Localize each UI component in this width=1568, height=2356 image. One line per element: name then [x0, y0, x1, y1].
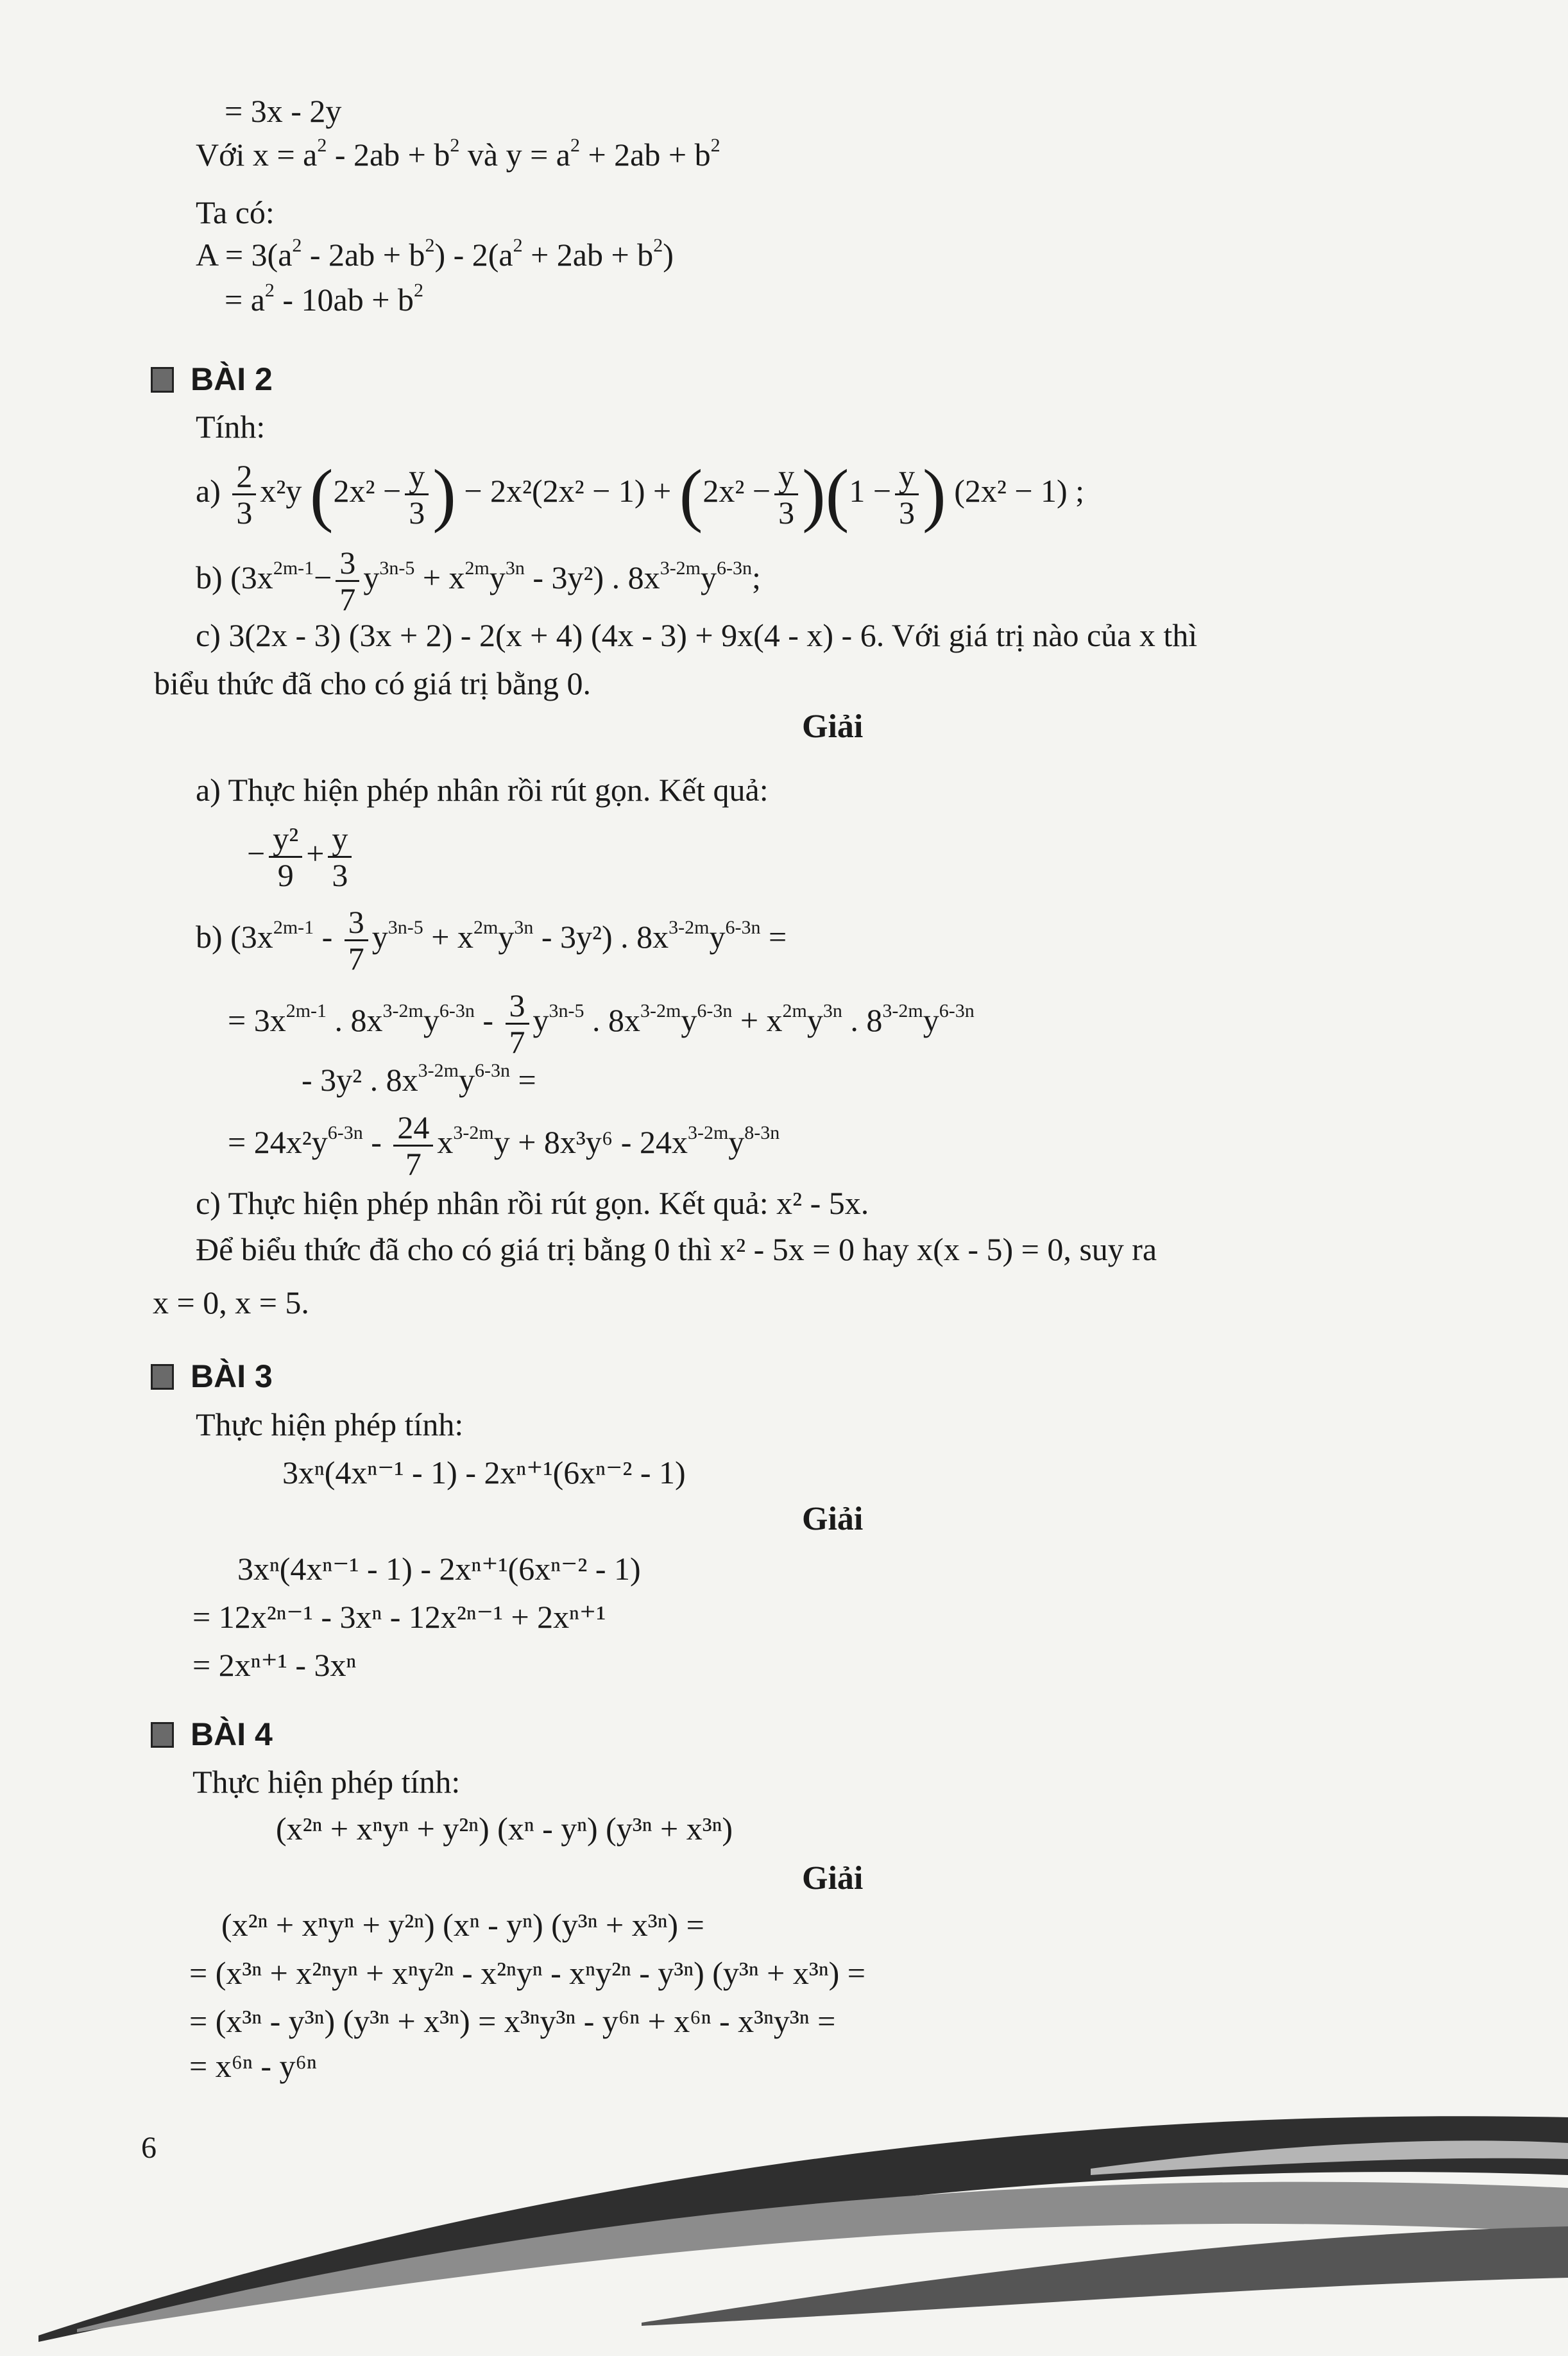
- top-line-3: Ta có:: [196, 194, 275, 230]
- bai-3-heading: BÀI 3: [151, 1354, 273, 1399]
- bai-2-part-a: a) $\frac{2}{3}$ x²y (2x² − $\frac{y}{3}$ ) − 2x²(2x² − 1) + (2x² − $\frac{y}{3}$ )(1 − $\frac{y}{3}$ ) (2x² − 1) ;: [196, 455, 1085, 534]
- bai-3-solution-line-1: 3xⁿ(4xⁿ⁻¹ - 1) - 2xⁿ⁺¹(6xⁿ⁻² - 1): [237, 1551, 641, 1587]
- bai-2-part-c-line-1: c) 3(2x - 3) (3x + 2) - 2(x + 4) (4x - 3) + 9x(4 - x) - 6. Với giá trị nào của x thì: [196, 617, 1198, 653]
- fraction: $\frac{y}{3}$: [895, 459, 919, 530]
- fraction: $\frac{y}{3}$: [774, 459, 798, 530]
- bai-4-solution-line-2: = (x³ⁿ + x²ⁿyⁿ + xⁿy²ⁿ - x²ⁿyⁿ - xⁿy²ⁿ - y³ⁿ) (y³ⁿ + x³ⁿ) =: [189, 1955, 865, 1991]
- fraction: $\frac{3}{7}$: [506, 988, 529, 1059]
- bai-4-solution-line-3: = (x³ⁿ - y³ⁿ) (y³ⁿ + x³ⁿ) = x³ⁿy³ⁿ - y⁶ⁿ + x⁶ⁿ - x³ⁿy³ⁿ =: [189, 2003, 836, 2039]
- fraction: $\frac{\text{y²}}{9}$: [269, 821, 302, 892]
- bai-4-solution-line-4: = x⁶ⁿ - y⁶ⁿ: [189, 2048, 317, 2084]
- bai-3-giai-title: Giải: [802, 1501, 864, 1537]
- bai-3-task: Thực hiện phép tính:: [196, 1406, 464, 1442]
- bai-2-heading: BÀI 2: [151, 357, 273, 402]
- bai-2-solution-b-line-2: = $3x^{2m-1}$ . $8x^{3-2m}y^{6-3n}$ - $\frac{3}{7}$ $y^{3n-5}$ . $8x^{3-2m}y^{6-3n} + x^{2m}y^{3n}$ . $8^{3-2m}y^{6-3n}$: [228, 987, 975, 1061]
- bai-3-solution-line-3: = 2xⁿ⁺¹ - 3xⁿ: [192, 1647, 357, 1683]
- bai-2-solution-a: a) Thực hiện phép nhân rồi rút gọn. Kết quả:: [196, 772, 769, 808]
- bai-3-solution-line-2: = 12x²ⁿ⁻¹ - 3xⁿ - 12x²ⁿ⁻¹ + 2xⁿ⁺¹: [192, 1599, 606, 1635]
- bai-4-heading: BÀI 4: [151, 1712, 273, 1757]
- fraction: $\frac{3}{7}$: [336, 545, 359, 617]
- top-line-2: Với $x = a^2 - 2ab + b^2$ và $y = a^2 + 2ab + b^2$: [196, 135, 720, 173]
- bai-4-task: Thực hiện phép tính:: [192, 1764, 461, 1800]
- bai-2-solution-c-line-1: c) Thực hiện phép nhân rồi rút gọn. Kết quả: x² - 5x.: [196, 1185, 869, 1221]
- fraction: $\frac{2}{3}$: [232, 459, 256, 530]
- bai-2-part-b: b) ($3x^{2m-1}-$ $\frac{3}{7}$ $y^{3n-5} + x^{2m}y^{3n} - 3y^2$) . $8x^{3-2m}y^{6-3n}$;: [196, 545, 761, 618]
- bai-2-solution-b-line-3: - 3y² . $8x^{3-2m}y^{6-3n}$ =: [302, 1060, 536, 1098]
- square-bullet-icon: [151, 367, 174, 393]
- bai-4-expression: (x²ⁿ + xⁿyⁿ + y²ⁿ) (xⁿ - yⁿ) (y³ⁿ + x³ⁿ): [276, 1811, 733, 1847]
- fraction: $\frac{y}{3}$: [328, 821, 352, 892]
- fraction: $\frac{24}{7}$: [393, 1110, 433, 1181]
- bai-2-solution-b-line-4: = $24x^2y^{6-3n}$ - $\frac{24}{7}$ $x^{3-2m}y + 8x^3y^6 - 24x^{3-2m}y^{8-3n}$: [228, 1109, 780, 1182]
- bai-2-solution-b-line-1: b) ($3x^{2m-1}$ - $\frac{3}{7}$ $y^{3n-5} + x^{2m}y^{3n} - 3y^2$) . $8x^{3-2m}y^{6-3n}$ =: [196, 904, 787, 977]
- square-bullet-icon: [151, 1364, 174, 1390]
- bai-4-giai-title: Giải: [802, 1860, 864, 1897]
- footer-swoosh-decoration: [0, 2066, 1568, 2356]
- bai-2-tinh: Tính:: [196, 409, 266, 445]
- bai-2-solution-c-line-3: x = 0, x = 5.: [153, 1285, 309, 1320]
- fraction: $\frac{3}{7}$: [345, 905, 368, 976]
- square-bullet-icon: [151, 1722, 174, 1748]
- bai-3-expression: 3xⁿ(4xⁿ⁻¹ - 1) - 2xⁿ⁺¹(6xⁿ⁻² - 1): [282, 1455, 686, 1490]
- fraction: $\frac{y}{3}$: [405, 459, 429, 530]
- bai-2-giai-title: Giải: [802, 708, 864, 745]
- top-line-4: $A = 3(a^2 - 2ab + b^2) - 2(a^2 + 2ab + b^2)$: [196, 235, 674, 273]
- top-line-5: = $a^2 - 10ab + b^2$: [225, 280, 423, 318]
- top-line-1: = 3x - 2y: [225, 93, 342, 129]
- bai-2-part-c-line-2: biểu thức đã cho có giá trị bằng 0.: [154, 665, 592, 701]
- bai-4-solution-line-1: (x²ⁿ + xⁿyⁿ + y²ⁿ) (xⁿ - yⁿ) (y³ⁿ + x³ⁿ) =: [221, 1907, 704, 1943]
- bai-2-solution-c-line-2: Để biểu thức đã cho có giá trị bằng 0 thì x² - 5x = 0 hay x(x - 5) = 0, suy ra: [196, 1231, 1157, 1267]
- bai-2-solution-a-result: − $\frac{\text{y²}}{9}$ + $\frac{y}{3}$: [247, 808, 355, 898]
- page-number: 6: [141, 2131, 157, 2165]
